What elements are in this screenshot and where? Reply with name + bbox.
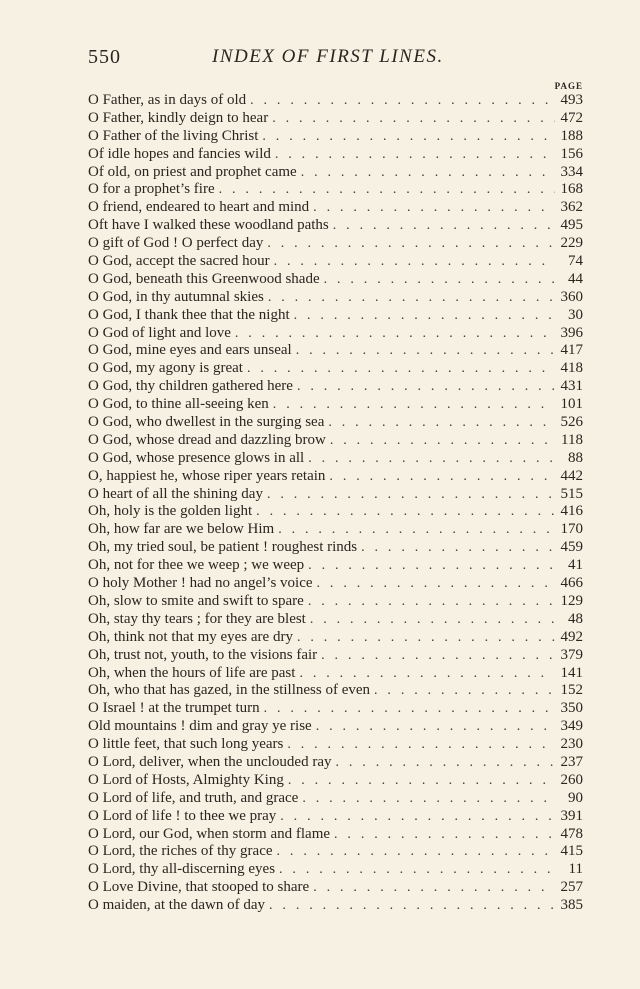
page-reference: 170 [560, 521, 583, 538]
first-line-text: O God, whose presence glows in all [88, 449, 305, 466]
index-entry [88, 718, 583, 736]
first-line-text: Of old, on priest and prophet came [88, 163, 297, 180]
dot-leader [292, 342, 555, 360]
dot-leader [269, 396, 555, 414]
index-entry [88, 575, 583, 593]
first-line-text: O God, in thy autumnal skies [88, 288, 264, 305]
page-reference: 188 [560, 127, 583, 144]
first-line-text: O Lord, the riches of thy grace [88, 843, 273, 860]
index-entry [88, 378, 583, 396]
first-line-text: Oh, trust not, youth, to the visions fair [88, 646, 318, 663]
index-entry [88, 396, 583, 414]
first-line-text: Oh, think not that my eyes are dry [88, 628, 293, 645]
first-line-text: O God, thy children gathered here [88, 378, 293, 395]
index-entry [88, 790, 583, 808]
dot-leader [243, 360, 555, 378]
index-entry [88, 235, 583, 253]
dot-leader [325, 468, 555, 486]
index-entry [88, 503, 583, 521]
page-reference: 229 [560, 235, 583, 252]
page-reference: 459 [560, 539, 583, 556]
dot-leader [274, 521, 555, 539]
dot-leader [304, 557, 555, 575]
dot-leader [329, 217, 555, 235]
first-line-text: O Lord, deliver, when the unclouded ray [88, 753, 332, 770]
page-reference: 41 [568, 557, 583, 574]
dot-leader [324, 414, 555, 432]
first-line-text: Oh, stay thy tears ; for they are blest [88, 610, 306, 627]
page-reference: 230 [560, 736, 583, 753]
page-reference: 334 [560, 163, 583, 180]
index-entry [88, 808, 583, 826]
dot-leader [273, 843, 555, 861]
first-line-text: O God, to thine all-seeing ken [88, 396, 269, 413]
index-entry [88, 307, 583, 325]
page-number: 550 [88, 46, 121, 68]
first-line-text: O friend, endeared to heart and mind [88, 199, 310, 216]
dot-leader [326, 432, 555, 450]
first-line-text: O Father, kindly deign to hear [88, 109, 269, 126]
index-entry [88, 521, 583, 539]
first-line-text: O Lord of life ! to thee we pray [88, 807, 277, 824]
index-entry [88, 629, 583, 647]
page-reference: 360 [560, 288, 583, 305]
dot-leader [215, 181, 555, 199]
page-reference: 90 [568, 789, 583, 806]
dot-leader [276, 808, 555, 826]
first-line-text: O Lord, thy all-discerning eyes [88, 861, 276, 878]
page-reference: 30 [568, 306, 583, 323]
index-entry [88, 181, 583, 199]
page-reference: 526 [560, 414, 583, 431]
dot-leader [370, 682, 555, 700]
first-line-text: O God, mine eyes and ears unseal [88, 342, 292, 359]
page-reference: 492 [560, 628, 583, 645]
dot-leader [263, 235, 555, 253]
page-reference: 260 [560, 771, 583, 788]
page-reference: 237 [560, 753, 583, 770]
dot-leader [309, 199, 555, 217]
index-entry [88, 342, 583, 360]
page-reference: 478 [560, 825, 583, 842]
page-reference: 129 [560, 592, 583, 609]
page-reference: 442 [560, 467, 583, 484]
first-line-text: Oh, slow to smite and swift to spare [88, 592, 304, 609]
index-entry [88, 897, 583, 915]
dot-leader [271, 146, 555, 164]
first-line-text: O gift of God ! O perfect day [88, 235, 264, 252]
index-entry [88, 665, 583, 683]
first-line-text: O Father, as in days of old [88, 92, 247, 108]
dot-leader [263, 486, 555, 504]
index-entry [88, 164, 583, 182]
page-reference: 418 [560, 360, 583, 377]
first-line-text: O little feet, that such long years [88, 736, 284, 753]
first-line-text: O God, accept the sacred hour [88, 253, 270, 270]
page-reference: 417 [560, 342, 583, 359]
page-reference: 495 [560, 217, 583, 234]
dot-leader [258, 128, 555, 146]
dot-leader [268, 110, 555, 128]
page-reference: 141 [560, 664, 583, 681]
page-reference: 466 [560, 575, 583, 592]
dot-leader [275, 861, 555, 879]
page-reference: 415 [560, 843, 583, 860]
page-reference: 362 [560, 199, 583, 216]
index-entry [88, 110, 583, 128]
index-entry [88, 432, 583, 450]
dot-leader [283, 736, 555, 754]
page-reference: 515 [560, 485, 583, 502]
index-entry [88, 557, 583, 575]
dot-leader [264, 289, 555, 307]
index-entry [88, 128, 583, 146]
index-entry [88, 736, 583, 754]
page-reference: 391 [560, 807, 583, 824]
page-reference: 379 [560, 646, 583, 663]
first-line-text: O God of light and love [88, 324, 231, 341]
page-column-label: PAGE [554, 81, 583, 91]
index-entry [88, 682, 583, 700]
dot-leader [290, 307, 555, 325]
dot-leader [320, 271, 555, 289]
first-line-text: O Lord of life, and truth, and grace [88, 789, 299, 806]
dot-leader [313, 575, 555, 593]
dot-leader [297, 164, 555, 182]
first-lines-index [88, 92, 583, 915]
first-line-text: O maiden, at the dawn of day [88, 897, 266, 914]
page-reference: 101 [560, 396, 583, 413]
dot-leader [265, 897, 555, 915]
dot-leader [284, 772, 555, 790]
first-line-text: Oh, not for thee we weep ; we weep [88, 557, 305, 574]
page-reference: 88 [568, 449, 583, 466]
first-line-text: O God, whose dread and dazzling brow [88, 431, 326, 448]
page-reference: 48 [568, 610, 583, 627]
index-entry [88, 647, 583, 665]
page-reference: 168 [560, 181, 583, 198]
first-line-text: O Lord, our God, when storm and flame [88, 825, 331, 842]
index-entry [88, 861, 583, 879]
first-line-text: O God, I thank thee that the night [88, 306, 290, 323]
index-entry [88, 754, 583, 772]
index-entry [88, 772, 583, 790]
first-line-text: O Lord of Hosts, Almighty King [88, 771, 284, 788]
index-entry [88, 450, 583, 468]
page-reference: 152 [560, 682, 583, 699]
page-reference: 431 [560, 378, 583, 395]
dot-leader [293, 378, 555, 396]
index-entry [88, 360, 583, 378]
first-line-text: O for a prophet’s fire [88, 181, 215, 198]
index-entry [88, 414, 583, 432]
index-entry [88, 271, 583, 289]
first-line-text: Of idle hopes and fancies wild [88, 145, 271, 162]
index-entry [88, 826, 583, 844]
dot-leader [306, 611, 555, 629]
page-reference: 44 [568, 270, 583, 287]
page-reference: 396 [560, 324, 583, 341]
page-reference: 349 [560, 718, 583, 735]
index-entry [88, 199, 583, 217]
first-line-text: Oh, holy is the golden light [88, 503, 253, 520]
dot-leader [317, 647, 555, 665]
dot-leader [293, 629, 555, 647]
first-line-text: O, happiest he, whose riper years retain [88, 467, 326, 484]
dot-leader [309, 879, 555, 897]
index-entry [88, 843, 583, 861]
first-line-text: O Love Divine, that stooped to share [88, 879, 310, 896]
dot-leader [252, 503, 555, 521]
first-line-text: Oh, how far are we below Him [88, 521, 275, 538]
dot-leader [231, 325, 555, 343]
first-line-text: O heart of all the shining day [88, 485, 263, 502]
first-line-text: Oft have I walked these woodland paths [88, 217, 329, 234]
index-entry [88, 593, 583, 611]
first-line-text: O holy Mother ! had no angel’s voice [88, 575, 313, 592]
page-reference: 74 [568, 253, 583, 270]
index-entry [88, 700, 583, 718]
dot-leader [357, 539, 555, 557]
index-entry [88, 539, 583, 557]
index-entry [88, 217, 583, 235]
dot-leader [298, 790, 555, 808]
first-line-text: Oh, when the hours of life are past [88, 664, 296, 681]
index-entry [88, 611, 583, 629]
page-reference: 385 [560, 897, 583, 914]
index-entry [88, 879, 583, 897]
page-reference: 416 [560, 503, 583, 520]
index-entry [88, 486, 583, 504]
first-line-text: O Israel ! at the trumpet turn [88, 700, 260, 717]
index-entry [88, 289, 583, 307]
first-line-text: Oh, who that has gazed, in the stillness of even [88, 682, 371, 699]
dot-leader [330, 826, 555, 844]
page-reference: 118 [561, 431, 583, 448]
running-head: INDEX OF FIRST LINES. [212, 46, 444, 67]
index-entry [88, 468, 583, 486]
dot-leader [270, 253, 555, 271]
page-reference: 493 [560, 92, 583, 108]
page-reference: 156 [560, 145, 583, 162]
dot-leader [312, 718, 555, 736]
dot-leader [304, 593, 555, 611]
first-line-text: Oh, my tried soul, be patient ! roughest rinds [88, 539, 358, 556]
dot-leader [304, 450, 555, 468]
page-reference: 350 [560, 700, 583, 717]
first-line-text: O God, who dwellest in the surging sea [88, 414, 325, 431]
page-reference: 11 [568, 861, 583, 878]
index-entry [88, 92, 583, 110]
first-line-text: O Father of the living Christ [88, 127, 259, 144]
dot-leader [260, 700, 555, 718]
index-entry [88, 146, 583, 164]
first-line-text: O God, my agony is great [88, 360, 243, 377]
first-line-text: O God, beneath this Greenwood shade [88, 270, 320, 287]
dot-leader [246, 92, 555, 110]
dot-leader [295, 665, 555, 683]
index-entry [88, 325, 583, 343]
index-entry [88, 253, 583, 271]
dot-leader [332, 754, 556, 772]
first-line-text: Old mountains ! dim and gray ye rise [88, 718, 312, 735]
page-reference: 472 [560, 109, 583, 126]
page-reference: 257 [560, 879, 583, 896]
